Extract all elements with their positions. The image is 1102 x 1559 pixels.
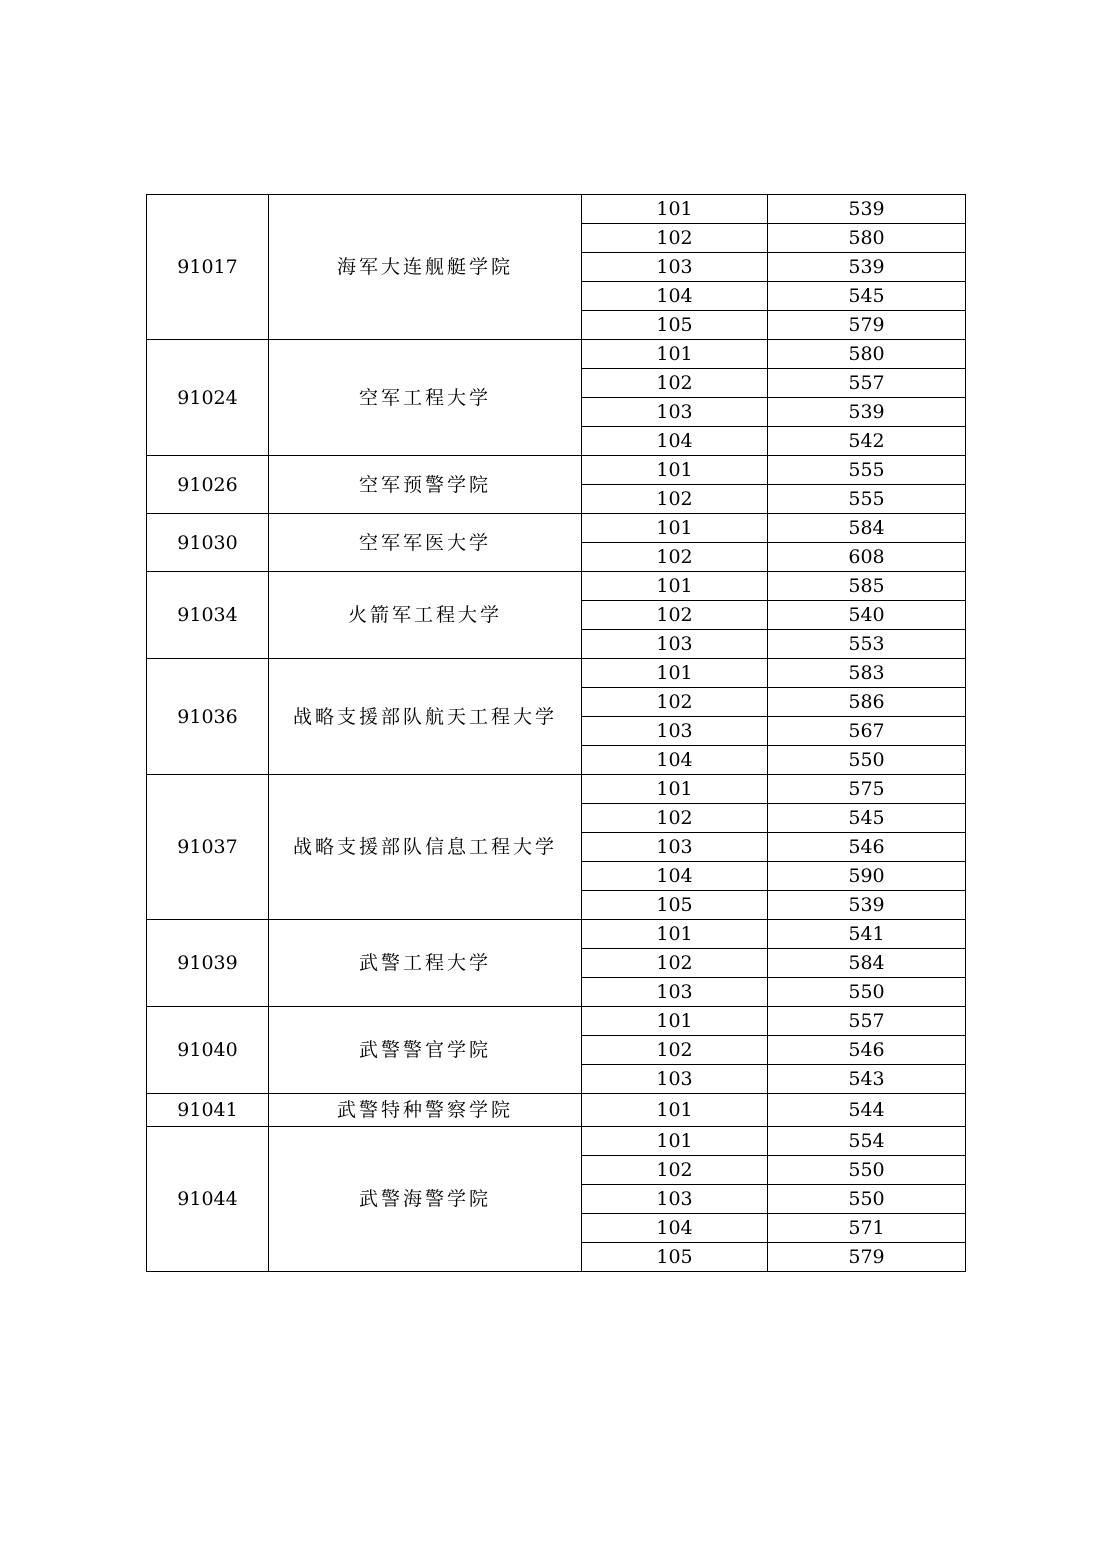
score-cell: 555: [768, 456, 966, 485]
institution-code-cell: 91017: [147, 195, 269, 340]
score-cell: 550: [768, 746, 966, 775]
institution-name-cell: 武警警官学院: [269, 1007, 582, 1094]
table-row: [147, 1094, 966, 1127]
score-cell: 580: [768, 340, 966, 369]
score-cell: 590: [768, 862, 966, 891]
major-code-cell: 105: [582, 891, 768, 920]
major-code-cell: 103: [582, 978, 768, 1007]
score-cell: 567: [768, 717, 966, 746]
score-cell: 550: [768, 1185, 966, 1214]
institution-name-cell: 战略支援部队航天工程大学: [269, 659, 582, 775]
table-row: [147, 1007, 966, 1036]
score-cell: 579: [768, 1243, 966, 1272]
table-row: [147, 340, 966, 369]
major-code-cell: 101: [582, 340, 768, 369]
major-code-cell: 105: [582, 311, 768, 340]
score-cell: 546: [768, 1036, 966, 1065]
institution-name-cell: 武警特种警察学院: [269, 1094, 582, 1127]
major-code-cell: 103: [582, 398, 768, 427]
score-cell: 540: [768, 601, 966, 630]
major-code-cell: 101: [582, 1127, 768, 1156]
major-code-cell: 103: [582, 1185, 768, 1214]
score-cell: 545: [768, 804, 966, 833]
table-row: [147, 456, 966, 485]
institution-name-cell: 空军军医大学: [269, 514, 582, 572]
major-code-cell: 103: [582, 717, 768, 746]
institution-code-cell: 91026: [147, 456, 269, 514]
table-row: [147, 775, 966, 804]
major-code-cell: 102: [582, 601, 768, 630]
score-cell: 555: [768, 485, 966, 514]
institution-name-cell: 空军预警学院: [269, 456, 582, 514]
institution-name-cell: 海军大连舰艇学院: [269, 195, 582, 340]
score-cell: 608: [768, 543, 966, 572]
score-cell: 557: [768, 1007, 966, 1036]
score-cell: 550: [768, 978, 966, 1007]
score-table: [146, 194, 966, 1272]
institution-code-cell: 91037: [147, 775, 269, 920]
major-code-cell: 104: [582, 862, 768, 891]
table-row: [147, 920, 966, 949]
major-code-cell: 102: [582, 1156, 768, 1185]
major-code-cell: 102: [582, 485, 768, 514]
score-cell: 546: [768, 833, 966, 862]
score-cell: 539: [768, 195, 966, 224]
score-cell: 539: [768, 398, 966, 427]
institution-code-cell: 91034: [147, 572, 269, 659]
institution-name-cell: 空军工程大学: [269, 340, 582, 456]
score-cell: 571: [768, 1214, 966, 1243]
table-row: [147, 572, 966, 601]
major-code-cell: 102: [582, 543, 768, 572]
institution-code-cell: 91040: [147, 1007, 269, 1094]
major-code-cell: 103: [582, 630, 768, 659]
major-code-cell: 101: [582, 195, 768, 224]
score-table-body: [147, 195, 966, 1272]
table-row: [147, 514, 966, 543]
major-code-cell: 102: [582, 1036, 768, 1065]
major-code-cell: 101: [582, 456, 768, 485]
major-code-cell: 102: [582, 688, 768, 717]
institution-name-cell: 战略支援部队信息工程大学: [269, 775, 582, 920]
table-row: [147, 659, 966, 688]
major-code-cell: 103: [582, 833, 768, 862]
major-code-cell: 101: [582, 1007, 768, 1036]
major-code-cell: 102: [582, 224, 768, 253]
score-cell: 544: [768, 1094, 966, 1127]
major-code-cell: 104: [582, 1214, 768, 1243]
institution-code-cell: 91044: [147, 1127, 269, 1272]
institution-code-cell: 91024: [147, 340, 269, 456]
major-code-cell: 102: [582, 949, 768, 978]
institution-name-cell: 火箭军工程大学: [269, 572, 582, 659]
score-cell: 545: [768, 282, 966, 311]
score-cell: 554: [768, 1127, 966, 1156]
score-cell: 542: [768, 427, 966, 456]
score-cell: 579: [768, 311, 966, 340]
institution-name-cell: 武警海警学院: [269, 1127, 582, 1272]
major-code-cell: 101: [582, 1094, 768, 1127]
score-cell: 550: [768, 1156, 966, 1185]
score-cell: 543: [768, 1065, 966, 1094]
score-cell: 580: [768, 224, 966, 253]
table-row: [147, 1127, 966, 1156]
score-cell: 539: [768, 891, 966, 920]
score-cell: 553: [768, 630, 966, 659]
major-code-cell: 101: [582, 514, 768, 543]
major-code-cell: 101: [582, 572, 768, 601]
institution-code-cell: 91041: [147, 1094, 269, 1127]
major-code-cell: 102: [582, 804, 768, 833]
table-row: [147, 195, 966, 224]
score-cell: 575: [768, 775, 966, 804]
major-code-cell: 102: [582, 369, 768, 398]
major-code-cell: 104: [582, 746, 768, 775]
institution-code-cell: 91039: [147, 920, 269, 1007]
institution-name-cell: 武警工程大学: [269, 920, 582, 1007]
institution-code-cell: 91036: [147, 659, 269, 775]
major-code-cell: 105: [582, 1243, 768, 1272]
major-code-cell: 101: [582, 659, 768, 688]
score-cell: 557: [768, 369, 966, 398]
major-code-cell: 101: [582, 920, 768, 949]
institution-code-cell: 91030: [147, 514, 269, 572]
score-cell: 585: [768, 572, 966, 601]
major-code-cell: 104: [582, 282, 768, 311]
major-code-cell: 103: [582, 253, 768, 282]
score-cell: 586: [768, 688, 966, 717]
major-code-cell: 104: [582, 427, 768, 456]
major-code-cell: 101: [582, 775, 768, 804]
score-cell: 539: [768, 253, 966, 282]
score-cell: 584: [768, 514, 966, 543]
score-cell: 541: [768, 920, 966, 949]
score-cell: 583: [768, 659, 966, 688]
major-code-cell: 103: [582, 1065, 768, 1094]
score-cell: 584: [768, 949, 966, 978]
